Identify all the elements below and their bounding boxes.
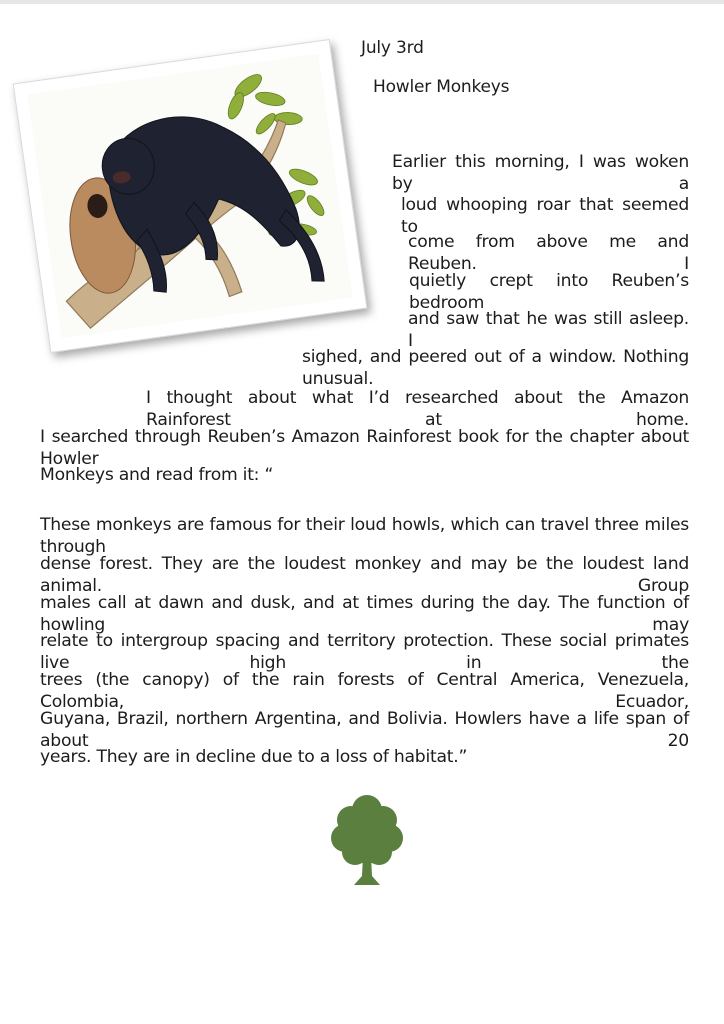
intro-line: Monkeys and read from it: “ <box>40 465 274 485</box>
intro-line: loud whooping roar that seemed to <box>401 195 689 237</box>
quote-line: males call at dawn and dusk, and at times during the day. The function of howling may <box>40 593 689 635</box>
entry-date: July 3rd <box>361 38 424 58</box>
tree-icon <box>327 790 407 888</box>
intro-line: Earlier this morning, I was woken by a <box>392 152 689 194</box>
quote-line: These monkeys are famous for their loud howls, which can travel three miles through <box>40 515 689 557</box>
quote-line: years. They are in decline due to a loss of habitat.” <box>40 747 468 767</box>
intro-line: I thought about what I’d researched about the Amazon Rainforest at home. <box>146 388 689 430</box>
quote-line: relate to intergroup spacing and territory protection. These social primates live high in the <box>40 631 689 673</box>
howler-monkey-illustration <box>27 54 352 339</box>
entry-subject: Howler Monkeys <box>373 77 510 97</box>
monkey-photo-card <box>13 39 368 353</box>
intro-line: sighed, and peered out of a window. Nothing unusual. <box>302 347 689 389</box>
intro-line: I searched through Reuben’s Amazon Rainforest book for the chapter about Howler <box>40 427 689 469</box>
quote-line: trees (the canopy) of the rain forests of Central America, Venezuela, Colombia, Ecuador, <box>40 670 689 712</box>
top-border <box>0 0 724 4</box>
intro-line: quietly crept into Reuben’s bedroom <box>409 271 689 313</box>
intro-line: come from above me and Reuben. I <box>408 232 689 274</box>
intro-line: and saw that he was still asleep. I <box>408 309 689 351</box>
quote-line: Guyana, Brazil, northern Argentina, and Bolivia. Howlers have a life span of about 20 <box>40 709 689 751</box>
quote-line: dense forest. They are the loudest monkey and may be the loudest land animal. Group <box>40 554 689 596</box>
